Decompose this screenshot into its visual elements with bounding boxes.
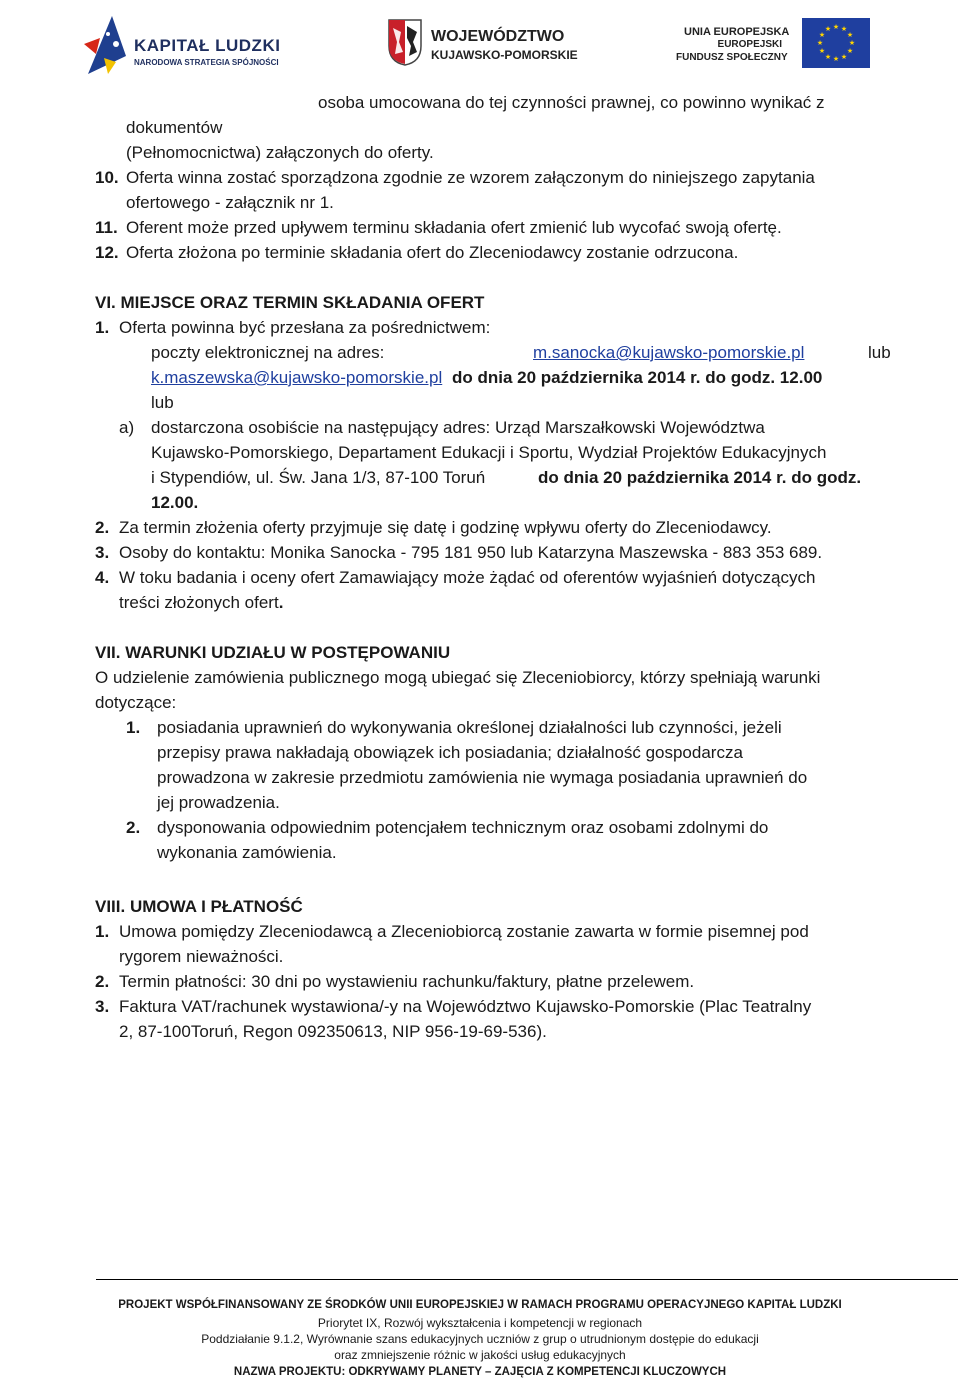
item-text: Za termin złożenia oferty przyjmuje się datę i godzinę wpływu oferty do Zleceniodawcy. — [119, 518, 772, 537]
svg-text:★: ★ — [832, 23, 840, 31]
svg-text:★: ★ — [824, 25, 832, 33]
section-vi-heading: VI. MIEJSCE ORAZ TERMIN SKŁADANIA OFERT — [95, 293, 485, 312]
text-line: jej prowadzenia. — [157, 793, 280, 812]
text-line: lub — [868, 343, 891, 362]
item-text: Oferta powinna być przesłana za pośrednictwem: — [119, 318, 491, 337]
item-10-text: Oferta winna zostać sporządzona zgodnie ze wzorem załączonym do niniejszego zapytania — [126, 168, 815, 187]
footer-divider — [96, 1279, 958, 1280]
footer-line-1: PROJEKT WSPÓŁFINANSOWANY ZE ŚRODKÓW UNII EUROPEJSKIEJ W RAMACH PROGRAMU OPERACYJNEGO KAPITAŁ LUDZKI — [118, 1299, 842, 1311]
item-number: 3. — [95, 997, 110, 1016]
wojewodztwo-line1: WOJEWÓDZTWO — [431, 28, 565, 45]
footer-line-2: Priorytet IX, Rozwój wykształcenia i kompetencji w regionach — [317, 1316, 643, 1330]
text-line: prowadzona w zakresie przedmiotu zamówienia nie wymaga posiadania uprawnień do — [157, 768, 808, 787]
svg-text:★: ★ — [832, 55, 840, 63]
svg-text:★: ★ — [840, 25, 848, 33]
text-line: Faktura VAT/rachunek wystawiona/-y na Województwo Kujawsko-Pomorskie (Plac Teatralny — [119, 997, 812, 1016]
item-text — [119, 590, 283, 615]
coat-of-arms-icon — [387, 18, 423, 66]
text-span: . — [278, 593, 284, 612]
item-number: 1. — [126, 718, 141, 737]
svg-text:★: ★ — [818, 31, 826, 39]
item-text: W toku badania i oceny ofert Zamawiający może żądać od oferentów wyjaśnień dotyczących — [119, 568, 816, 587]
item-label: a) — [119, 418, 135, 437]
text-line: 2, 87-100Toruń, Regon 092350613, NIP 956-19-69-536). — [119, 1022, 547, 1041]
text-line: i Stypendiów, ul. Św. Jana 1/3, 87-100 Toruń — [151, 468, 486, 487]
eu-line2: EUROPEJSKI — [717, 39, 782, 50]
email-link-sanocka[interactable]: m.sanocka@kujawsko-pomorskie.pl — [533, 343, 805, 362]
footer-line-3: Poddziałanie 9.1.2, Wyrównanie szans edukacyjnych uczniów z grup o utrudnionym dostępie do edukacji — [201, 1332, 759, 1346]
item-11-text: Oferent może przed upływem terminu składania ofert zmienić lub wycofać swoją ofertę. — [126, 218, 782, 237]
item-10-text: ofertowego - załącznik nr 1. — [126, 193, 334, 212]
svg-text:★: ★ — [848, 39, 856, 47]
item-number: 11. — [95, 218, 118, 237]
eu-line3: FUNDUSZ SPOŁECZNY — [676, 52, 788, 63]
item-12-text: Oferta złożona po terminie składania ofert do Zleceniodawcy zostanie odrzucona. — [126, 243, 739, 262]
section-viii-heading: VIII. UMOWA I PŁATNOŚĆ — [95, 897, 303, 916]
text-line: Umowa pomiędzy Zleceniodawcą a Zleceniobiorcą zostanie zawarta w formie pisemnej pod — [119, 922, 809, 941]
item-number: 2. — [95, 972, 110, 991]
svg-text:★: ★ — [824, 53, 832, 61]
text-line: Kujawsko-Pomorskiego, Departament Edukacji i Sportu, Wydział Projektów Edukacyjnych — [151, 443, 827, 462]
footer-line-4: oraz zmniejszenie różnic w jakości usług edukacyjnych — [334, 1348, 626, 1362]
text-line: O udzielenie zamówienia publicznego mogą ubiegać się Zleceniobiorcy, którzy spełniają warunki — [95, 668, 821, 687]
item-number: 10. — [95, 168, 119, 187]
wojewodztwo-logo — [387, 14, 587, 74]
text-line: lub — [151, 393, 174, 412]
eu-flag-icon — [802, 18, 870, 68]
email-link-maszewska[interactable]: k.maszewska@kujawsko-pomorskie.pl — [151, 368, 443, 387]
text-line: poczty elektronicznej na adres: — [151, 343, 385, 362]
section-vii-heading: VII. WARUNKI UDZIAŁU W POSTĘPOWANIU — [95, 643, 451, 662]
text-line: dotyczące: — [95, 693, 177, 712]
eu-logo — [672, 14, 872, 74]
text-line: dysponowania odpowiednim potencjałem technicznym oraz osobami zdolnymi do — [157, 818, 769, 837]
item-number: 3. — [95, 543, 110, 562]
text-line: (Pełnomocnictwa) załączonych do oferty. — [126, 143, 434, 162]
kapital-ludzki-subtitle: NARODOWA STRATEGIA SPÓJNOŚCI — [134, 58, 279, 67]
svg-text:★: ★ — [816, 39, 824, 47]
text-span: treści złożonych ofert — [119, 593, 279, 612]
item-number: 2. — [95, 518, 110, 537]
item-number: 1. — [95, 318, 110, 337]
wojewodztwo-line2: KUJAWSKO-POMORSKIE — [431, 48, 578, 62]
kapital-ludzki-logo — [82, 14, 282, 80]
text-line: rygorem nieważności. — [119, 947, 284, 966]
svg-text:★: ★ — [818, 47, 826, 55]
text-line: osoba umocowana do tej czynności prawnej, co powinno wynikać z — [318, 93, 825, 112]
deadline-text: 12.00. — [151, 493, 199, 512]
text-line: wykonania zamówienia. — [157, 843, 337, 862]
kapital-ludzki-title: KAPITAŁ LUDZKI — [134, 36, 281, 55]
svg-text:★: ★ — [846, 47, 854, 55]
text-line: dokumentów — [126, 118, 223, 137]
svg-text:★: ★ — [840, 53, 848, 61]
text-line: posiadania uprawnień do wykonywania określonej działalności lub czynności, jeżeli — [157, 718, 782, 737]
item-number: 4. — [95, 568, 110, 587]
kapital-ludzki-emblem-icon — [82, 14, 132, 78]
svg-text:★: ★ — [846, 31, 854, 39]
item-number: 12. — [95, 243, 119, 262]
footer-line-5: NAZWA PROJEKTU: ODKRYWAMY PLANETY – ZAJĘCIA Z KOMPETENCJI KLUCZOWYCH — [233, 1366, 727, 1378]
item-number: 1. — [95, 922, 110, 941]
eu-line1: UNIA EUROPEJSKA — [684, 26, 790, 38]
text-line: Termin płatności: 30 dni po wystawieniu rachunku/faktury, płatne przelewem. — [119, 972, 695, 991]
deadline-text: do dnia 20 października 2014 r. do godz. — [538, 468, 862, 487]
item-text: Osoby do kontaktu: Monika Sanocka - 795 181 950 lub Katarzyna Maszewska - 883 353 689. — [119, 543, 823, 562]
item-number: 2. — [126, 818, 141, 837]
text-line: przepisy prawa nakładają obowiązek ich posiadania; działalność gospodarcza — [157, 743, 743, 762]
text-line: dostarczona osobiście na następujący adres: Urząd Marszałkowski Województwa — [151, 418, 765, 437]
deadline-text: do dnia 20 października 2014 r. do godz. 12.00 — [452, 368, 823, 387]
